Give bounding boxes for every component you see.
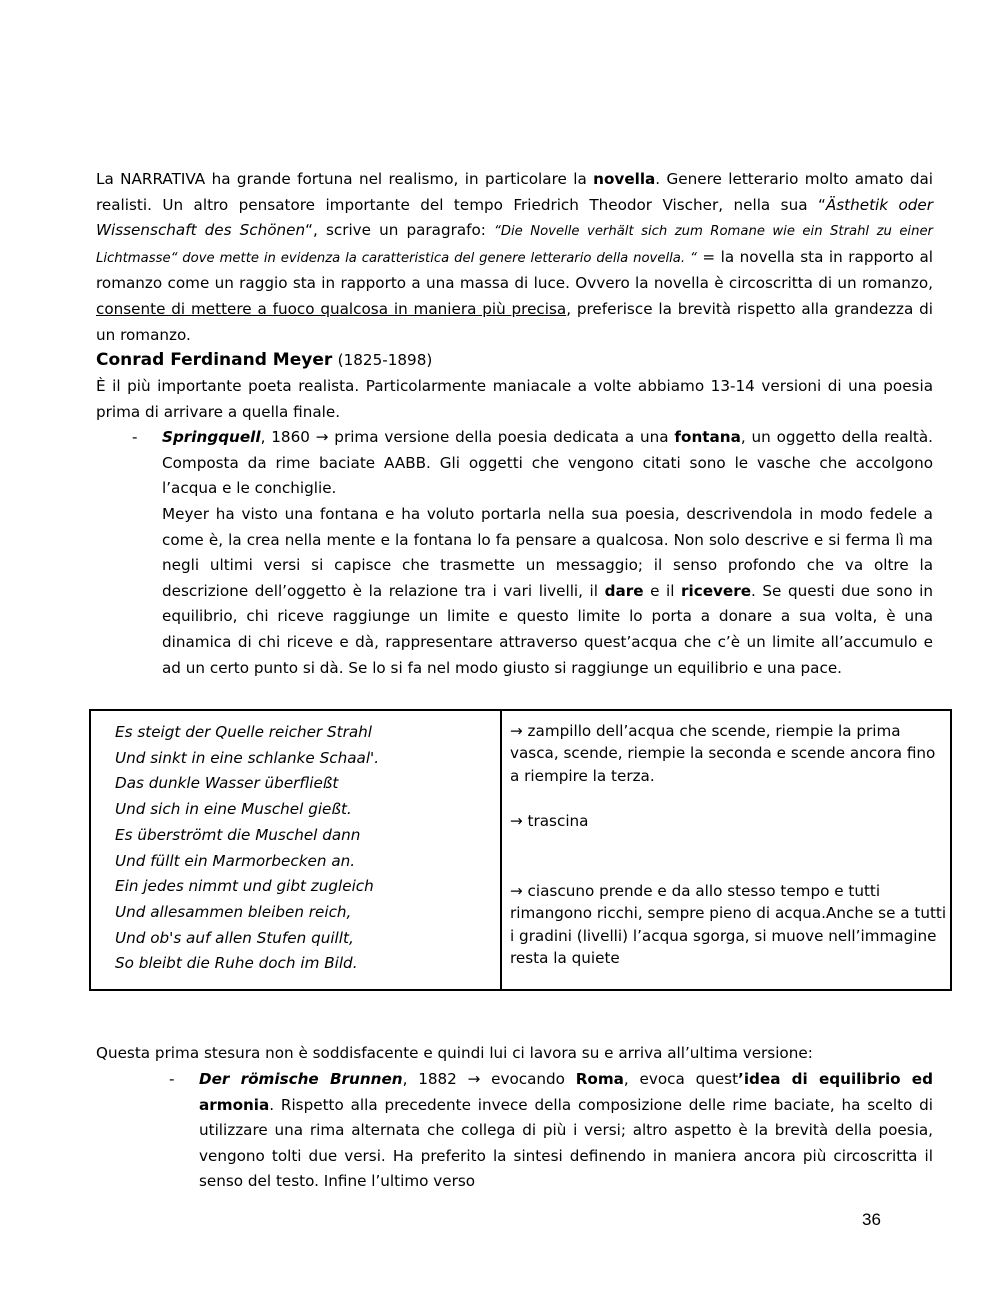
- intro-paragraph: La NARRATIVA ha grande fortuna nel realismo, in particolare la novella. Genere letterario molto amato dai realisti. Un altro pensatore importante del tempo Friedrich Theodor Vischer, nella sua “Ästhetik oder Wissenschaft des Schönen“, scrive un paragrafo: “Die Novelle verhält sich zum Romane wie ein Strahl zu einer Lichtmasse“ dove mette in evidenza la caratteristica del genere letterario della novella. “ = la novella sta in rapporto al romanzo come un raggio sta in rapporto a una massa di luce. Ovvero la novella è circoscritta di un romanzo, consente di mettere a fuoco qualcosa in maniera più precisa, preferisce la brevità rispetto alla grandezza di un romanzo.: [96, 170, 934, 344]
- poem-lines: [91, 711, 500, 977]
- poem-line: Das dunkle Wasser überfließt: [115, 774, 339, 793]
- meyer-intro-paragraph: È il più importante poeta realista. Particolarmente maniacale a volte abbiamo 13-14 versioni di una poesia prima di arrivare a quella finale.: [96, 377, 933, 421]
- poem-line: Und sich in eine Muschel gießt.: [115, 800, 352, 819]
- bullet-dash: -: [132, 428, 138, 446]
- page-number: 36: [862, 1210, 881, 1229]
- poem-text-cell: [90, 710, 501, 990]
- poem-line: So bleibt die Ruhe doch im Bild.: [115, 954, 358, 973]
- poem-notes-cell: [501, 710, 951, 990]
- poem-line: Und allesammen bleiben reich,: [115, 902, 352, 921]
- section-heading: Conrad Ferdinand Meyer (1825-1898): [96, 350, 433, 370]
- poem-line: Es steigt der Quelle reicher Strahl: [115, 723, 372, 741]
- springquell-analysis: Meyer ha visto una fontana e ha voluto portarla nella sua poesia, descrivendola in modo fedele a come è, la crea nella mente e la fontana lo fa pensare a qualcosa. Non solo descrive e si ferma lì ma negli ultimi versi si capisce che trasmette un messaggio; il senso profondo che va oltre la descrizione dell’oggetto è la relazione tra i vari livelli, il dare e il ricevere. Se questi due sono in equilibrio, chi riceve raggiunge un limite e questo limite lo porta a donare a sua volta, è una dinamica di chi riceve e dà, rappresentare attraverso quest’acqua che c’è un limite all’accumulo e ad un certo punto si dà. Se lo si fa nel modo giusto si raggiunge un equilibrio e una pace.: [162, 505, 933, 677]
- poem-line: Ein jedes nimmt und gibt zugleich: [115, 877, 374, 896]
- final-version-paragraph: Questa prima stesura non è soddisfacente e quindi lui ci lavora su e arriva all’ultima versione:: [96, 1044, 813, 1062]
- poem-line: Es überströmt die Muschel dann: [115, 825, 361, 844]
- poem-line: Und füllt ein Marmorbecken an.: [115, 851, 356, 870]
- poem-note: → zampillo dell’acqua che scende, riempie la prima vasca, scende, riempie la seconda e scende ancora fino a riempire la terza.: [510, 722, 936, 785]
- poem-table: [89, 709, 952, 991]
- poem-note: → ciascuno prende e da allo stesso tempo e tutti rimangono ricchi, sempre pieno di acqua.Anche se a tutti i gradini (livelli) l’acqua sgorga, si muove nell’immagine resta la quiete: [510, 882, 947, 968]
- bullet-dash: -: [169, 1070, 175, 1088]
- springquell-bullet: Springquell, 1860 → prima versione della poesia dedicata a una fontana, un oggetto della realtà. Composta da rime baciate AABB. Gli oggetti che vengono citati sono le vasche che accolgono l’acqua e le conchiglie.: [162, 428, 934, 498]
- brunnen-bullet: Der römische Brunnen, 1882 → evocando Roma, evoca quest’idea di equilibrio ed armonia. Rispetto alla precedente invece della composizione delle rime baciate, ha scelto di utilizzare una rima alternata che collega di più i versi; altro aspetto è la brevità della poesia, vengono tolti due versi. Ha preferito la sintesi definendo in maniera ancora più circoscritta il senso del testo. Infine l’ultimo verso: [199, 1070, 933, 1191]
- poem-line: Und sinkt in eine schlanke Schaal'.: [115, 748, 380, 767]
- poem-note: → trascina: [510, 812, 589, 830]
- poem-line: Und ob's auf allen Stufen quillt,: [115, 928, 354, 947]
